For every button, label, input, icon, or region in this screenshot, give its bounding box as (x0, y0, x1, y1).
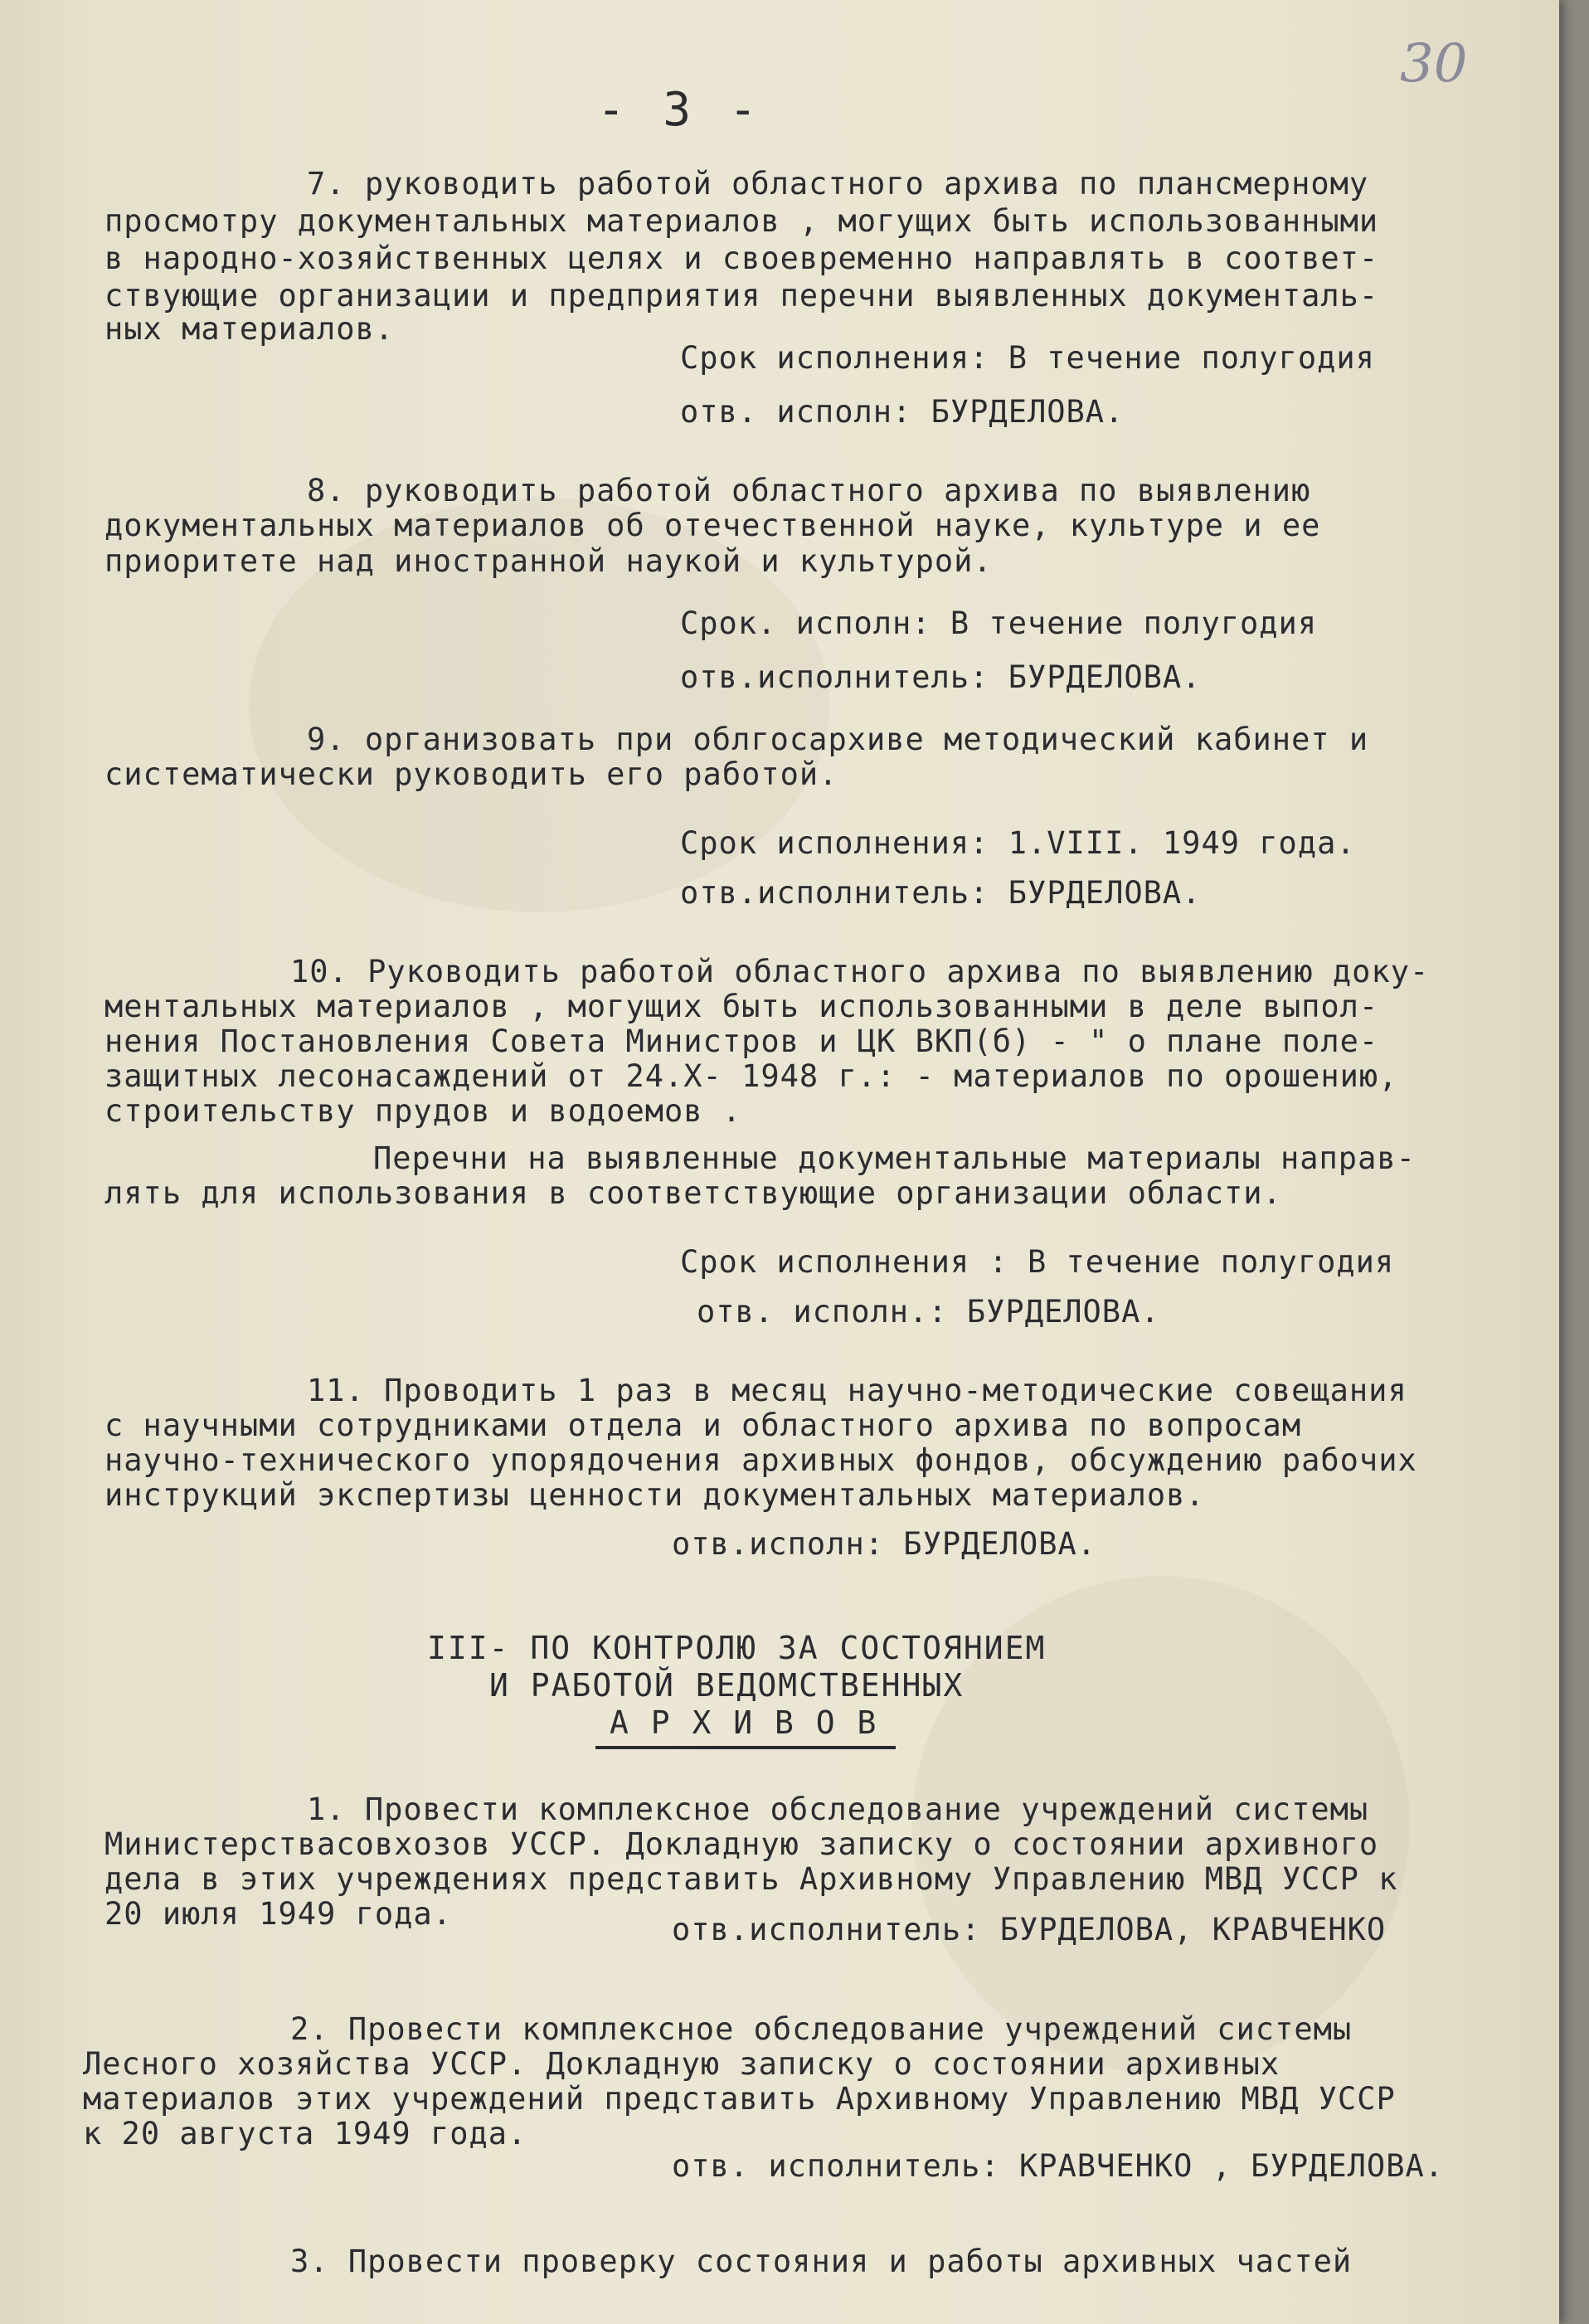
section-item-3-line: 3. Провести проверку состояния и работы архивных частей (290, 2244, 1353, 2279)
section-item-2-line: 2. Провести комплексное обследование учреждений системы (290, 2011, 1353, 2047)
item-10-line: строительству прудов и водоемов . (104, 1093, 742, 1129)
section-item-2-line: Лесного хозяйства УССР. Докладную записку о состоянии архивных (83, 2046, 1280, 2082)
item-10-line: нения Постановления Совета Министров и ЦК ВКП(б) - " о плане поле- (104, 1023, 1379, 1059)
item-9-line: систематически руководить его работой. (104, 756, 838, 792)
item-10-responsible: отв. исполн.: БУРДЕЛОВА. (697, 1294, 1160, 1330)
item-7-responsible: отв. исполн: БУРДЕЛОВА. (680, 394, 1125, 430)
section-item-1-responsible: отв.исполнитель: БУРДЕЛОВА, КРАВЧЕНКО (672, 1912, 1387, 1947)
section-heading-line: А Р Х И В О В (610, 1704, 878, 1741)
item-8-deadline: Срок. исполн: В течение полугодия (680, 605, 1318, 641)
section-item-1-line: дела в этих учреждениях представить Архивному Управлению МВД УССР к (104, 1861, 1398, 1897)
item-8-responsible: отв.исполнитель: БУРДЕЛОВА. (680, 659, 1202, 695)
item-7-line: просмотру документальных материалов , могущих быть использованными (104, 203, 1379, 239)
section-heading-line: И РАБОТОЙ ВЕДОМСТВЕННЫХ (489, 1667, 965, 1704)
heading-underline (595, 1746, 896, 1749)
page-number: - 3 - (597, 83, 762, 137)
item-10-line: лять для использования в соответствующие организации области. (104, 1175, 1282, 1211)
item-7-line: ствующие организации и предприятия перечни выявленных документаль- (104, 278, 1379, 314)
section-heading-line: III- ПО КОНТРОЛЮ ЗА СОСТОЯНИЕМ (427, 1630, 1047, 1666)
item-11-line: 11. Проводить 1 раз в месяц научно-методические совещания (307, 1373, 1407, 1408)
section-item-2-line: к 20 августа 1949 года. (83, 2116, 527, 2151)
item-7-line: ных материалов. (104, 311, 395, 347)
item-10-line: Перечни на выявленные документальные материалы направ- (373, 1140, 1416, 1176)
section-item-1-line: Министерствасовхозов УССР. Докладную записку о состоянии архивного (104, 1826, 1379, 1862)
item-9-deadline: Срок исполнения: 1.VIII. 1949 года. (680, 825, 1356, 861)
item-10-deadline: Срок исполнения : В течение полугодия (680, 1244, 1395, 1280)
item-11-responsible: отв.исполн: БУРДЕЛОВА. (672, 1526, 1097, 1562)
item-8-line: 8. руководить работой областного архива по выявлению (307, 473, 1311, 508)
item-8-line: документальных материалов об отечественной науке, культуре и ее (104, 508, 1321, 543)
item-10-line: ментальных материалов , могущих быть использованными в деле выпол- (104, 989, 1379, 1024)
section-item-1-line: 20 июля 1949 года. (104, 1896, 452, 1932)
item-10-line: 10. Руководить работой областного архива по выявлению доку- (290, 954, 1430, 989)
archive-sheet-number: 30 (1400, 33, 1468, 95)
item-9-responsible: отв.исполнитель: БУРДЕЛОВА. (680, 875, 1202, 911)
section-item-2-line: материалов этих учреждений представить Архивному Управлению МВД УССР (83, 2081, 1396, 2117)
item-7-line: в народно-хозяйственных целях и своевременно направлять в соответ- (104, 241, 1379, 276)
item-8-line: приоритете над иностранной наукой и культурой. (104, 543, 993, 579)
item-9-line: 9. организовать при облгосархиве методический кабинет и (307, 722, 1369, 757)
section-item-2-responsible: отв. исполнитель: КРАВЧЕНКО , БУРДЕЛОВА. (672, 2148, 1445, 2184)
item-10-line: защитных лесонасаждений от 24.X- 1948 г.: - материалов по орошению, (104, 1058, 1398, 1094)
item-7-deadline: Срок исполнения: В течение полугодия (680, 340, 1375, 376)
item-7-line: 7. руководить работой областного архива по плансмерному (307, 166, 1369, 202)
item-11-line: с научными сотрудниками отдела и областного архива по вопросам (104, 1408, 1302, 1443)
item-11-line: инструкций экспертизы ценности документальных материалов. (104, 1477, 1205, 1513)
section-item-1-line: 1. Провести комплексное обследование учреждений системы (307, 1792, 1369, 1827)
item-11-line: научно-технического упорядочения архивных фондов, обсуждению рабочих (104, 1442, 1417, 1478)
